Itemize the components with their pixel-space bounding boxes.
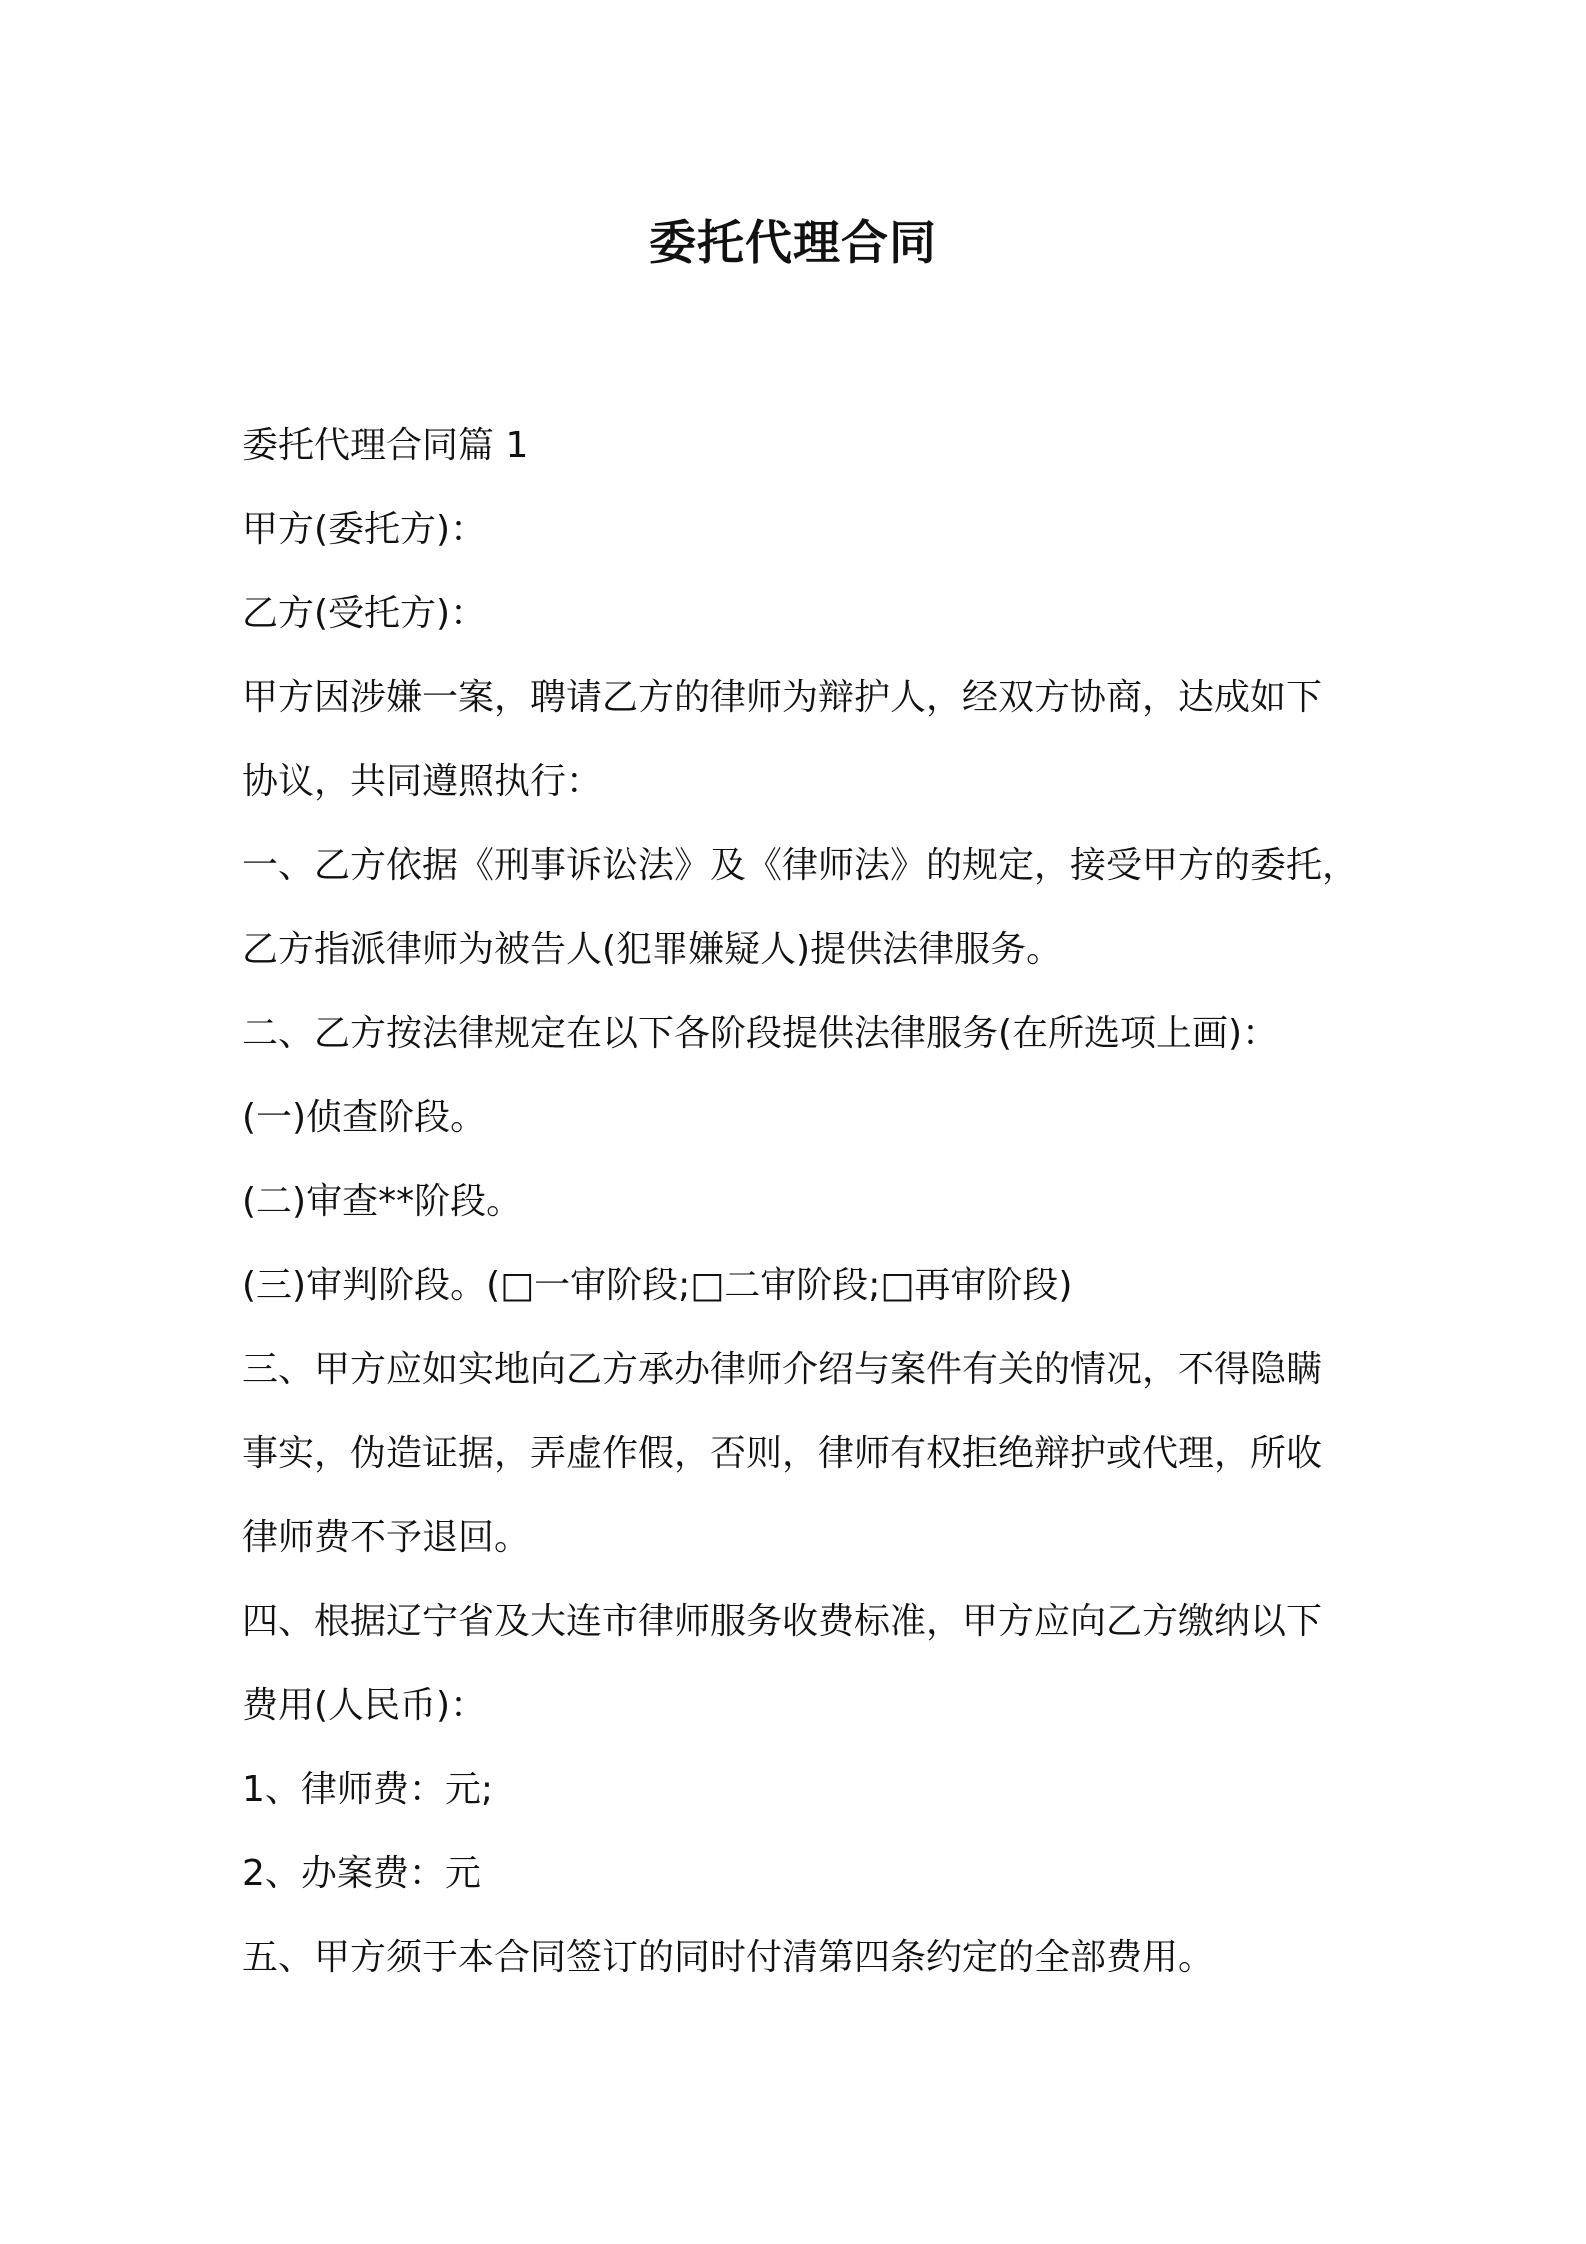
document-body: [242, 404, 1362, 2000]
clause-5-line: 五、甲方须于本合同签订的同时付清第四条约定的全部费用。: [242, 1937, 1215, 1978]
fee-item: 1、律师费：元;: [242, 1769, 494, 1810]
fee-item: 2、办案费：元: [242, 1853, 481, 1894]
preamble-line: 协议，共同遵照执行：: [242, 761, 603, 802]
preamble-line: 甲方因涉嫌一案，聘请乙方的律师为辩护人，经双方协商，达成如下: [242, 677, 1323, 718]
clause-4-line: 费用(人民币)：: [242, 1685, 487, 1726]
clause-3-line: 三、甲方应如实地向乙方承办律师介绍与案件有关的情况，不得隐瞒: [242, 1349, 1323, 1390]
clause-3-line: 事实，伪造证据，弄虚作假，否则，律师有权拒绝辩护或代理，所收: [242, 1433, 1323, 1474]
clause-1-line: 一、乙方依据《刑事诉讼法》及《律师法》的规定，接受甲方的委托，: [242, 845, 1359, 886]
clause-3-line: 律师费不予退回。: [242, 1517, 531, 1558]
clause-4-line: 四、根据辽宁省及大连市律师服务收费标准，甲方应向乙方缴纳以下: [242, 1601, 1323, 1642]
clause-2-item: (一)侦查阶段。: [242, 1097, 487, 1138]
clause-2-line: 二、乙方按法律规定在以下各阶段提供法律服务(在所选项上画)：: [242, 1013, 1279, 1054]
clause-1-line: 乙方指派律师为被告人(犯罪嫌疑人)提供法律服务。: [242, 929, 1063, 970]
section-heading: 委托代理合同篇 1: [242, 425, 529, 466]
clause-2-item: (二)审查**阶段。: [242, 1181, 523, 1222]
party-b-line: 乙方(受托方)：: [242, 593, 487, 634]
party-a-line: 甲方(委托方)：: [242, 509, 487, 550]
document-title: 委托代理合同: [649, 216, 937, 271]
clause-2-item: (三)审判阶段。(□一审阶段;□二审阶段;□再审阶段): [242, 1265, 1073, 1306]
